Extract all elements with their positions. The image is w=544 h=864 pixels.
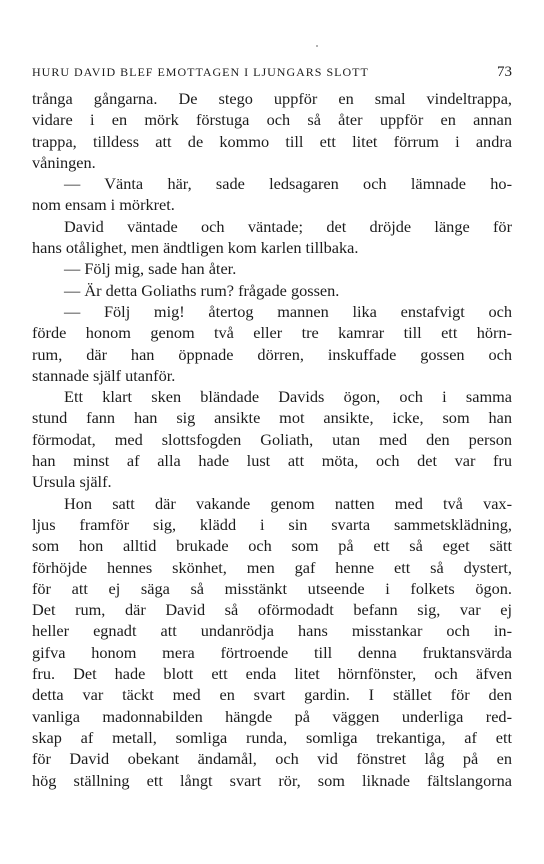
text-line: — Följ mig, sade han åter. — [64, 259, 237, 279]
text-line: nom ensam i mörkret. — [32, 195, 175, 215]
text-line: för att ej säga så misstänkt utseende i folkets ögon. — [32, 578, 512, 598]
text-line: stund fann han sig ansikte mot ansikte, icke, som han — [32, 408, 512, 428]
text-line: fru. Det hade blott ett enda litet hörnfönster, och äfven — [32, 664, 512, 684]
text-line: skap af metall, somliga runda, somliga trekantiga, af ett — [32, 727, 512, 747]
text-line: Hon satt där vakande genom natten med två vax- — [64, 493, 512, 513]
text-line: rum, där han öppnade dörren, inskuffade gossen och — [32, 344, 512, 364]
running-title: HURU DAVID BLEF EMOTTAGEN I LJUNGARS SLOTT — [32, 65, 369, 79]
text-line: våningen. — [32, 152, 96, 172]
text-line: som hon alltid brukade och som på ett så eget sätt — [32, 536, 512, 556]
text-line: — Vänta här, sade ledsagaren och lämnade ho- — [64, 174, 512, 194]
text-line: heller egnadt att undanrödja hans misstankar och in- — [32, 621, 512, 641]
text-line: förhöjde hennes skönhet, men gaf henne ett så dystert, — [32, 557, 512, 577]
text-line: Ett klart sken bländade Davids ögon, och i samma — [64, 387, 512, 407]
text-line: vanliga madonnabilden hängde på väggen underliga red- — [32, 706, 512, 726]
text-line: trånga gångarna. De stego uppför en smal vindeltrappa, — [32, 89, 512, 108]
text-line: David väntade och väntade; det dröjde länge för — [64, 216, 512, 236]
text-line: vidare i en mörk förstuga och så åter uppför en annan — [32, 110, 512, 130]
text-line: — Följ mig! återtog mannen lika enstafvigt och — [64, 301, 512, 321]
text-line: ljus framför sig, klädd i sin svarta sammetsklädning, — [32, 514, 512, 534]
text-line: för David obekant ändamål, och vid fönstret låg på en — [32, 749, 512, 769]
text-line: hans otålighet, men ändtligen kom karlen tillbaka. — [32, 238, 359, 258]
text-line: gifva honom mera förtroende till denna fruktansvärda — [32, 642, 512, 662]
text-line: Ursula själf. — [32, 472, 112, 492]
text-line: trappa, tilldess att de kommo till ett litet förrum i andra — [32, 131, 512, 151]
text-line: hög ställning ett långt svart rör, som liknade fältslangorna — [32, 770, 512, 790]
text-line: förmodat, med slottsfogden Goliath, utan med den person — [32, 429, 512, 449]
text-line: — Är detta Goliaths rum? frågade gossen. — [64, 280, 340, 300]
text-line: detta var täckt med en svart gardin. I stället för den — [32, 685, 512, 705]
text-line: han minst af alla hade lust att möta, och det var fru — [32, 451, 512, 471]
paper-speck — [316, 45, 318, 47]
text-line: Det rum, där David så oförmodadt befann sig, var ej — [32, 600, 512, 620]
running-header — [32, 64, 512, 84]
text-line: förde honom genom två eller tre kamrar till ett hörn- — [32, 323, 512, 343]
page-number: 73 — [497, 64, 512, 80]
text-line: stannade själf utanför. — [32, 365, 176, 385]
body-text — [32, 88, 512, 791]
